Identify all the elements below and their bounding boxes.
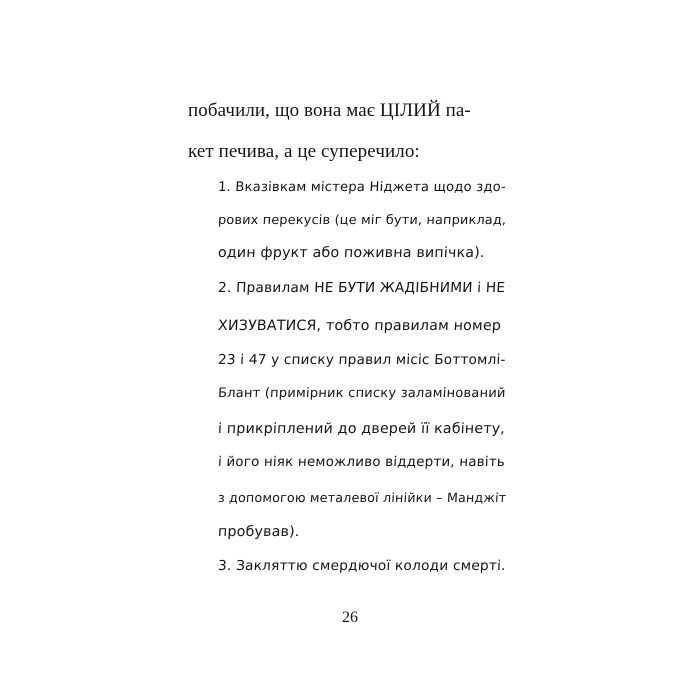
- list-line-10: з допомогою металевої лінійки – Манджіт: [217, 490, 507, 505]
- list-line-2: рових перекусів (це міг бути, наприклад,: [217, 213, 507, 228]
- list-line-6: 23 і 47 у списку правил місіс Боттомлі-: [217, 352, 507, 368]
- page-number: 26: [342, 609, 358, 626]
- list-line-8: і прикріплений до дверей її кабінету,: [217, 421, 506, 437]
- list-line-3: один фрукт або поживна випічка).: [217, 245, 486, 261]
- list-line-5: ХИЗУВАТИСЯ, тобто правилам номер: [217, 318, 502, 334]
- list-line-11: пробував).: [217, 524, 300, 540]
- list-line-12: 3. Закляттю смердючої колоди смерті.: [217, 558, 507, 574]
- list-line-7: Блант (примірник списку заламінований: [217, 386, 507, 401]
- list-line-4: 2. Правилам НЕ БУТИ ЖАДІБНИМИ і НЕ: [217, 280, 506, 296]
- list-line-9: і його ніяк неможливо віддерти, навіть: [217, 455, 506, 470]
- intro-line-1: побачили, що вона має ЦІЛИЙ па-: [188, 100, 471, 121]
- list-line-1: 1. Вказівкам містера Ніджета щодо здо-: [217, 180, 507, 195]
- intro-line-2: кет печива, а це суперечило:: [188, 141, 420, 162]
